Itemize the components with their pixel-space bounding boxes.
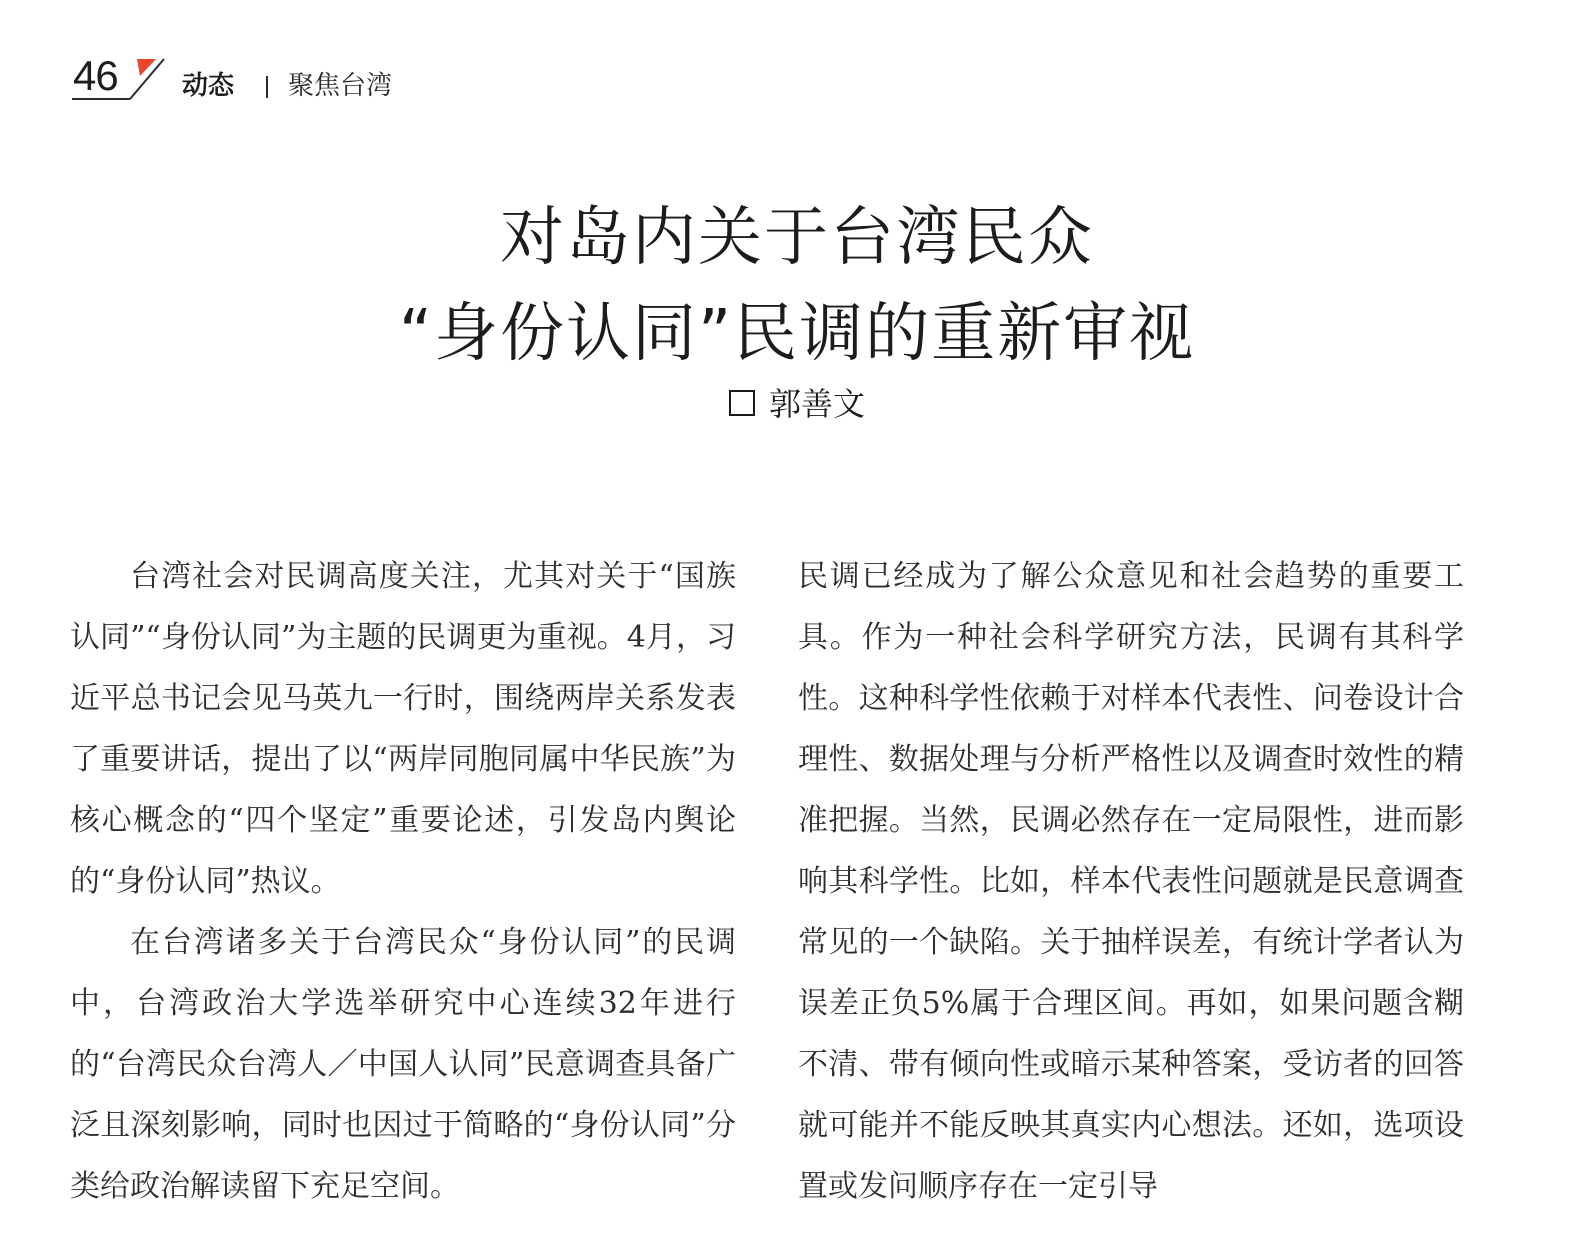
article-title — [0, 190, 1594, 382]
left-column — [70, 546, 736, 1217]
title-line-1: 对岛内关于台湾民众 — [500, 201, 1094, 275]
title-line-2: “身份认同”民调的重新审视 — [398, 297, 1196, 371]
body-paragraph: 民调已经成为了解公众意见和社会趋势的重要工具。作为一种社会科学研究方法，民调有其科学性。这种科学性依赖于对样本代表性、问卷设计合理性、数据处理与分析严格性以及调查时效性的精准把握。当然，民调必然存在一定局限性，进而影响其科学性。比如，样本代表性问题就是民意调查常见的一个缺陷。关于抽样误差，有统计学者认为误差正负5%属于合理区间。再如，如果问题含糊不清、带有倾向性或暗示某种答案，受访者的回答就可能并不能反映其真实内心想法。还如，选项设置或发问顺序存在一定引导 — [798, 559, 1464, 1204]
section-label: 动态 — [182, 71, 235, 101]
byline — [0, 382, 1594, 426]
accent-triangle — [137, 59, 156, 76]
byline-box-icon — [729, 390, 755, 416]
author-name: 郭善文 — [768, 385, 865, 423]
right-column — [798, 546, 1464, 1217]
section-separator — [266, 76, 268, 98]
page-number: 46 — [73, 52, 118, 99]
body-paragraph: 在台湾诸多关于台湾民众“身份认同”的民调中，台湾政治大学选举研究中心连续32年进行的“台湾民众台湾人／中国人认同”民意调查具备广泛且深刻影响，同时也因过于简略的“身份认同”分类给政治解读留下充足空间。 — [70, 925, 736, 1204]
running-header — [0, 0, 1594, 130]
subsection-label: 聚焦台湾 — [288, 71, 393, 101]
body-paragraph: 台湾社会对民调高度关注，尤其对关于“国族认同”“身份认同”为主题的民调更为重视。4月，习近平总书记会见马英九一行时，围绕两岸关系发表了重要讲话，提出了以“两岸同胞同属中华民族”为核心概念的“四个坚定”重要论述，引发岛内舆论的“身份认同”热议。 — [70, 559, 736, 899]
